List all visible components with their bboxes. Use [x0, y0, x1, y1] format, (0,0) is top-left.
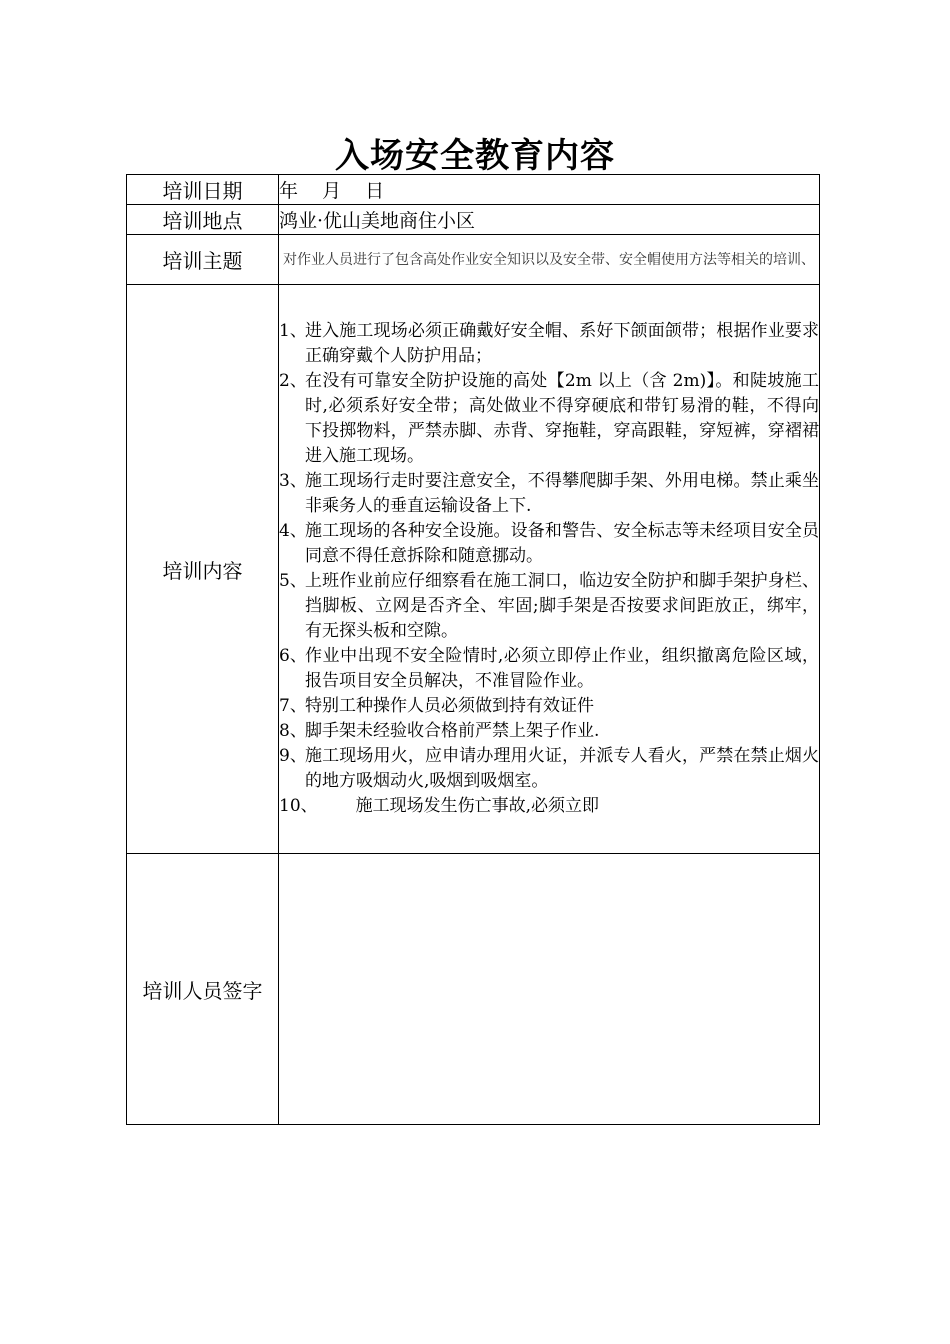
- row-place: [127, 205, 820, 235]
- list-item: 8、 脚手架未经验收合格前严禁上架子作业.: [279, 721, 600, 741]
- list-item: 1、 进入施工现场必须正确戴好安全帽、系好下颌面颌带；根据作业要求正确穿戴个人防护用品；: [279, 321, 819, 366]
- label-training-place: 培训地点: [127, 205, 279, 235]
- document-title: 入场安全教育内容: [335, 136, 615, 176]
- list-item: 9、 施工现场用火，应申请办理用火证，并派专人看火，严禁在禁止烟火的地方吸烟动火,吸烟到吸烟室。: [279, 746, 819, 791]
- training-form-table: [126, 174, 820, 1125]
- list-item: 4、 施工现场的各种安全设施。设备和警告、安全标志等未经项目安全员同意不得任意拆除和随意挪动。: [279, 521, 819, 566]
- signature-area[interactable]: [279, 854, 820, 1125]
- list-item: 10、 施工现场发生伤亡事故,必须立即: [279, 796, 600, 816]
- row-date: [127, 175, 820, 205]
- list-item: 6、 作业中出现不安全险情时,必须立即停止作业，组织撤离危险区域，报告项目安全员解决，不准冒险作业。: [279, 646, 819, 691]
- list-item: 7、 特别工种操作人员必须做到持有效证件: [279, 696, 594, 716]
- list-item: 2、 在没有可靠安全防护设施的高处【2m 以上（含 2m)】。和陡坡施工时,必须系好安全带；高处做业不得穿硬底和带钉易滑的鞋，不得向下投掷物料，严禁赤脚、赤背、穿拖鞋，穿高跟鞋，穿短裤，穿褶裙进入施工现场。: [279, 371, 819, 466]
- place-value: 鸿业·优山美地商住小区: [279, 205, 820, 235]
- date-day: 日: [365, 180, 387, 202]
- list-item: 3、 施工现场行走时要注意安全，不得攀爬脚手架、外用电梯。禁止乘坐非乘务人的垂直运输设备上下.: [279, 471, 819, 516]
- content-list: [279, 319, 819, 819]
- date-year: 年: [279, 180, 301, 202]
- label-training-theme: 培训主题: [127, 235, 279, 285]
- date-value: [279, 175, 820, 205]
- content-value: [279, 285, 820, 854]
- theme-value: 对作业人员进行了包含高处作业安全知识以及安全带、安全帽使用方法等相关的培训、: [279, 235, 820, 285]
- label-training-date: 培训日期: [127, 175, 279, 205]
- row-theme: [127, 235, 820, 285]
- row-content: [127, 285, 820, 854]
- label-signature: 培训人员签字: [127, 854, 279, 1125]
- date-month: 月: [322, 180, 344, 202]
- row-signature: [127, 854, 820, 1125]
- label-training-content: 培训内容: [127, 285, 279, 854]
- list-item: 5、 上班作业前应仔细察看在施工洞口，临边安全防护和脚手架护身栏、挡脚板、立网是否齐全、牢固;脚手架是否按要求间距放正，绑牢，有无探头板和空隙。: [279, 571, 819, 641]
